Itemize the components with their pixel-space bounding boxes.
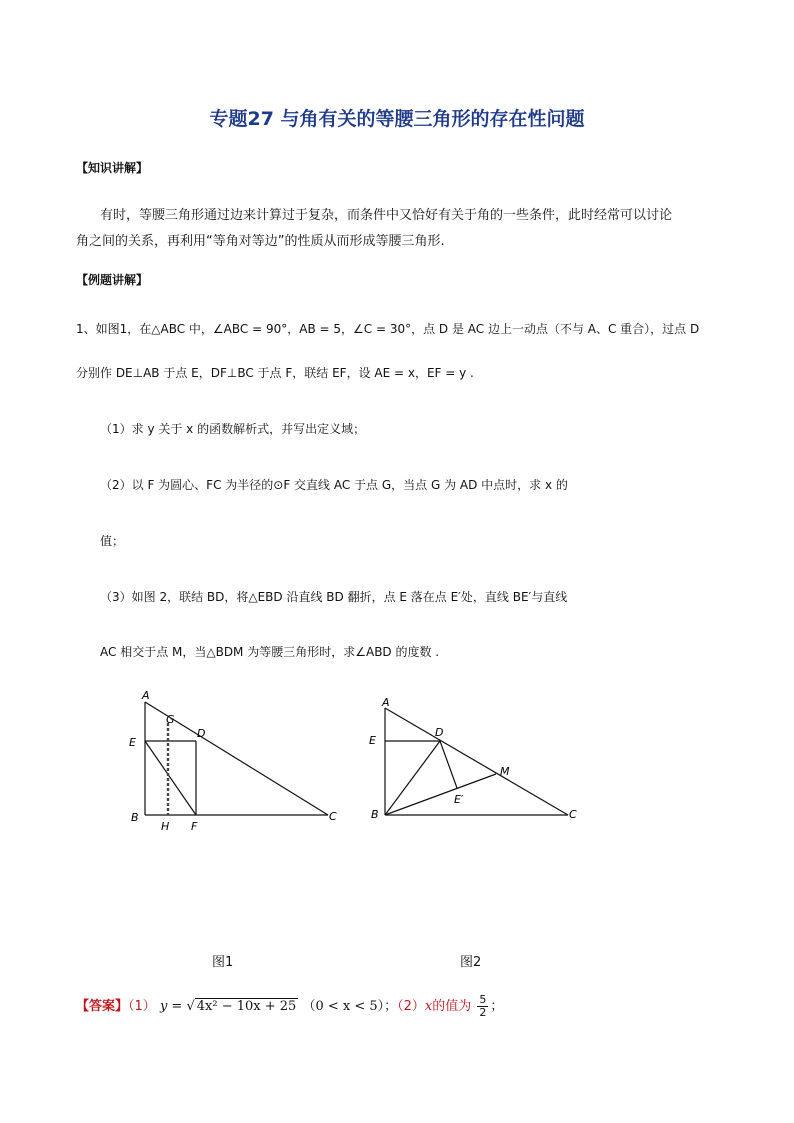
figure-1-diagram	[120, 690, 350, 840]
segment-bm	[385, 774, 496, 815]
label-h: H	[161, 820, 170, 833]
label-e: E	[129, 736, 136, 749]
answer-frac-denominator: 2	[479, 1006, 487, 1019]
answer-tag: 【答案】	[76, 999, 129, 1014]
label-f: F	[191, 820, 198, 833]
label-c: C	[329, 810, 337, 823]
knowledge-line-2: 角之间的关系，再利用“等角对等边”的性质从而形成等腰三角形.	[76, 234, 445, 249]
answer-tail: ；	[490, 999, 504, 1014]
figure-2-diagram	[360, 690, 590, 840]
knowledge-header: 【知识讲解】	[76, 161, 149, 175]
answer-part2-text: 的值为	[432, 999, 472, 1014]
label-c: C	[569, 808, 577, 821]
figure-1-caption: 图1	[212, 955, 234, 970]
answer-formula-lhs: y =	[159, 999, 183, 1014]
knowledge-line-1: 有时，等腰三角形通过边来计算过于复杂，而条件中又恰好有关于角的一些条件，此时经常可以讨论	[100, 208, 673, 223]
segment-ef	[145, 741, 196, 815]
figure-2-caption: 图2	[460, 955, 482, 970]
label-e: E	[369, 734, 376, 747]
label-b: B	[371, 808, 379, 821]
page-title: 专题27 与角有关的等腰三角形的存在性问题	[209, 108, 585, 130]
answer-domain: （0 < x < 5）；	[302, 999, 398, 1014]
question-3-line-1: （3）如图 2，联结 BD，将△EBD 沿直线 BD 翻折，点 E 落在点 E′处，直线 BE′与直线	[100, 590, 568, 604]
question-2-line-2: 值；	[100, 534, 125, 548]
label-a: A	[382, 696, 390, 709]
answer-x-var: x	[424, 999, 433, 1014]
label-b: B	[131, 811, 139, 824]
label-d: D	[435, 726, 444, 739]
segment-bd	[385, 741, 440, 815]
label-g: G	[166, 713, 175, 726]
segment-ac	[385, 708, 568, 815]
answer-formula-radicand: 4x² − 10x + 25	[196, 999, 297, 1014]
answer-frac-numerator: 5	[479, 993, 487, 1006]
question-1: （1）求 y 关于 x 的函数解析式，并写出定义域；	[100, 422, 366, 436]
sqrt-symbol: √	[186, 999, 195, 1014]
problem-stem-line-1: 1、如图1，在△ABC 中，∠ABC = 90°，AB = 5，∠C = 30°，点 D 是 AC 边上一动点（不与 A、C 重合），过点 D	[76, 322, 700, 336]
label-m: M	[500, 765, 510, 778]
question-2-line-1: （2）以 F 为圆心、FC 为半径的⊙F 交直线 AC 于点 G，当点 G 为 AD 中点时，求 x 的	[100, 478, 568, 492]
label-d: D	[197, 727, 206, 740]
example-header: 【例题讲解】	[76, 273, 149, 287]
answer-part2-label: （2）	[397, 999, 425, 1014]
answer-line	[76, 994, 503, 1019]
problem-stem-line-2: 分别作 DE⊥AB 于点 E，DF⊥BC 于点 F，联结 EF，设 AE = x，EF = y .	[76, 366, 474, 380]
answer-fraction	[477, 994, 488, 1019]
label-e-prime: E′	[454, 793, 464, 806]
answer-part1-label: （1）	[128, 999, 156, 1014]
label-a: A	[142, 690, 150, 702]
question-3-line-2: AC 相交于点 M，当△BDM 为等腰三角形时，求∠ABD 的度数 .	[100, 645, 440, 659]
